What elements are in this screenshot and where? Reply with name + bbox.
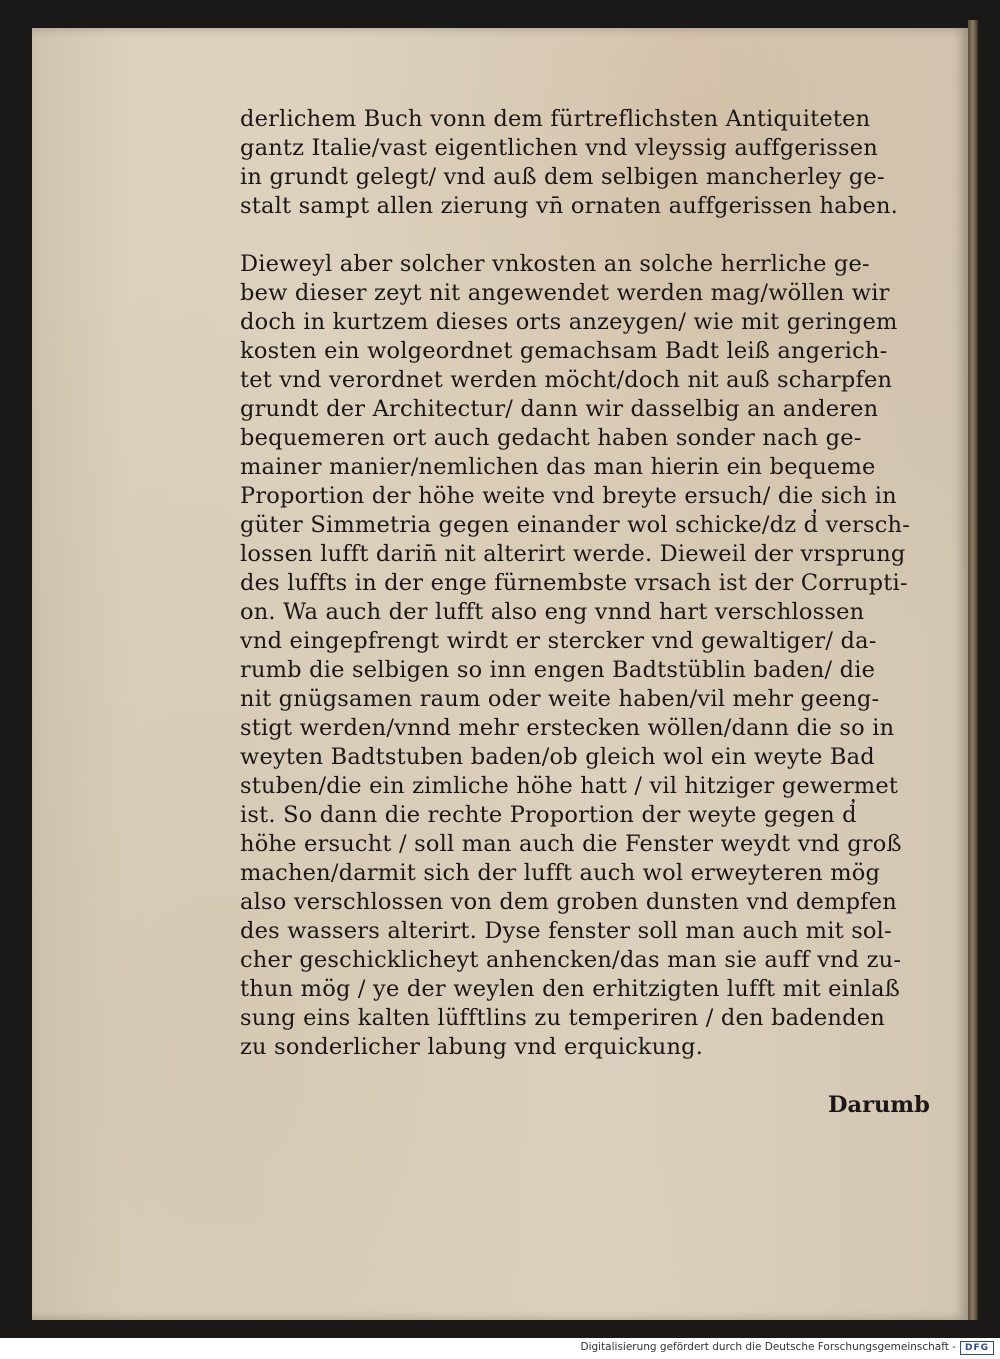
catchword: Darumb bbox=[828, 1092, 930, 1118]
text-line: vnd eingepfrengt wirdt er stercker vnd gewaltiger/ da- bbox=[240, 628, 877, 654]
body-text bbox=[240, 105, 955, 1062]
paragraph-2 bbox=[240, 250, 955, 1062]
book-edge bbox=[968, 20, 978, 1320]
paragraph-1 bbox=[240, 105, 955, 221]
text-line: on. Wa auch der lufft also eng vnnd hart verschlossen bbox=[240, 599, 865, 625]
text-line: gantz Italie/vast eigentlichen vnd vleyssig auffgerissen bbox=[240, 135, 878, 161]
text-line: rumb die selbigen so inn engen Badtstüblin baden/ die bbox=[240, 657, 876, 683]
text-line: mainer manier/nemlichen das man hierin ein bequeme bbox=[240, 454, 876, 480]
text-line: lossen lufft darin̄ nit alterirt werde. Dieweil der vrsprung bbox=[240, 541, 906, 567]
text-line: Proportion der höhe weite vnd breyte ersuch/ die sich in bbox=[240, 483, 897, 509]
text-line: in grundt gelegt/ vnd auß dem selbigen mancherley ge- bbox=[240, 164, 885, 190]
text-line: cher geschicklicheyt anhencken/das man sie auff vnd zu- bbox=[240, 947, 902, 973]
text-line: stalt sampt allen zierung vn̄ ornaten auffgerissen haben. bbox=[240, 193, 899, 219]
text-line: also verschlossen von dem groben dunsten vnd dempfen bbox=[240, 889, 897, 915]
text-line: kosten ein wolgeordnet gemachsam Badt leiß angerich- bbox=[240, 338, 888, 364]
text-line: höhe ersucht / soll man auch die Fenster weydt vnd groß bbox=[240, 831, 902, 857]
text-line: sung eins kalten lüfftlins zu temperiren / den badenden bbox=[240, 1005, 885, 1031]
text-line: Dieweyl aber solcher vnkosten an solche herrliche ge- bbox=[240, 251, 870, 277]
text-line: nit gnügsamen raum oder weite haben/vil mehr geeng- bbox=[240, 686, 880, 712]
footer-bar bbox=[0, 1338, 1000, 1359]
text-line: bew dieser zeyt nit angewendet werden mag/wöllen wir bbox=[240, 280, 890, 306]
text-line: derlichem Buch vonn dem fürtreflichsten Antiquiteten bbox=[240, 106, 871, 132]
dfg-logo-icon: DFG bbox=[960, 1341, 994, 1355]
text-line: des wassers alterirt. Dyse fenster soll man auch mit sol- bbox=[240, 918, 892, 944]
text-line: güter Simmetria gegen einander wol schicke/dz d̓ versch- bbox=[240, 512, 911, 538]
text-line: machen/darmit sich der lufft auch wol erweyteren mög bbox=[240, 860, 881, 886]
text-line: grundt der Architectur/ dann wir dasselbig an anderen bbox=[240, 396, 879, 422]
text-line: zu sonderlicher labung vnd erquickung. bbox=[240, 1034, 704, 1060]
text-line: stigt werden/vnnd mehr erstecken wöllen/dann die so in bbox=[240, 715, 895, 741]
text-line: tet vnd verordnet werden möcht/doch nit auß scharpfen bbox=[240, 367, 893, 393]
text-line: stuben/die ein zimliche höhe hatt / vil hitziger gewermet bbox=[240, 773, 899, 799]
text-line: doch in kurtzem dieses orts anzeygen/ wie mit geringem bbox=[240, 309, 898, 335]
text-line: bequemeren ort auch gedacht haben sonder nach ge- bbox=[240, 425, 862, 451]
text-line: ist. So dann die rechte Proportion der weyte gegen d̓ bbox=[240, 802, 857, 828]
text-line: weyten Badtstuben baden/ob gleich wol ein weyte Bad bbox=[240, 744, 875, 770]
funding-notice: Digitalisierung gefördert durch die Deutsche Forschungsgemeinschaft - bbox=[580, 1341, 956, 1353]
text-line: des luffts in der enge fürnembste vrsach ist der Corrupti- bbox=[240, 570, 908, 596]
text-line: thun mög / ye der weylen den erhitzigten lufft mit einlaß bbox=[240, 976, 900, 1002]
